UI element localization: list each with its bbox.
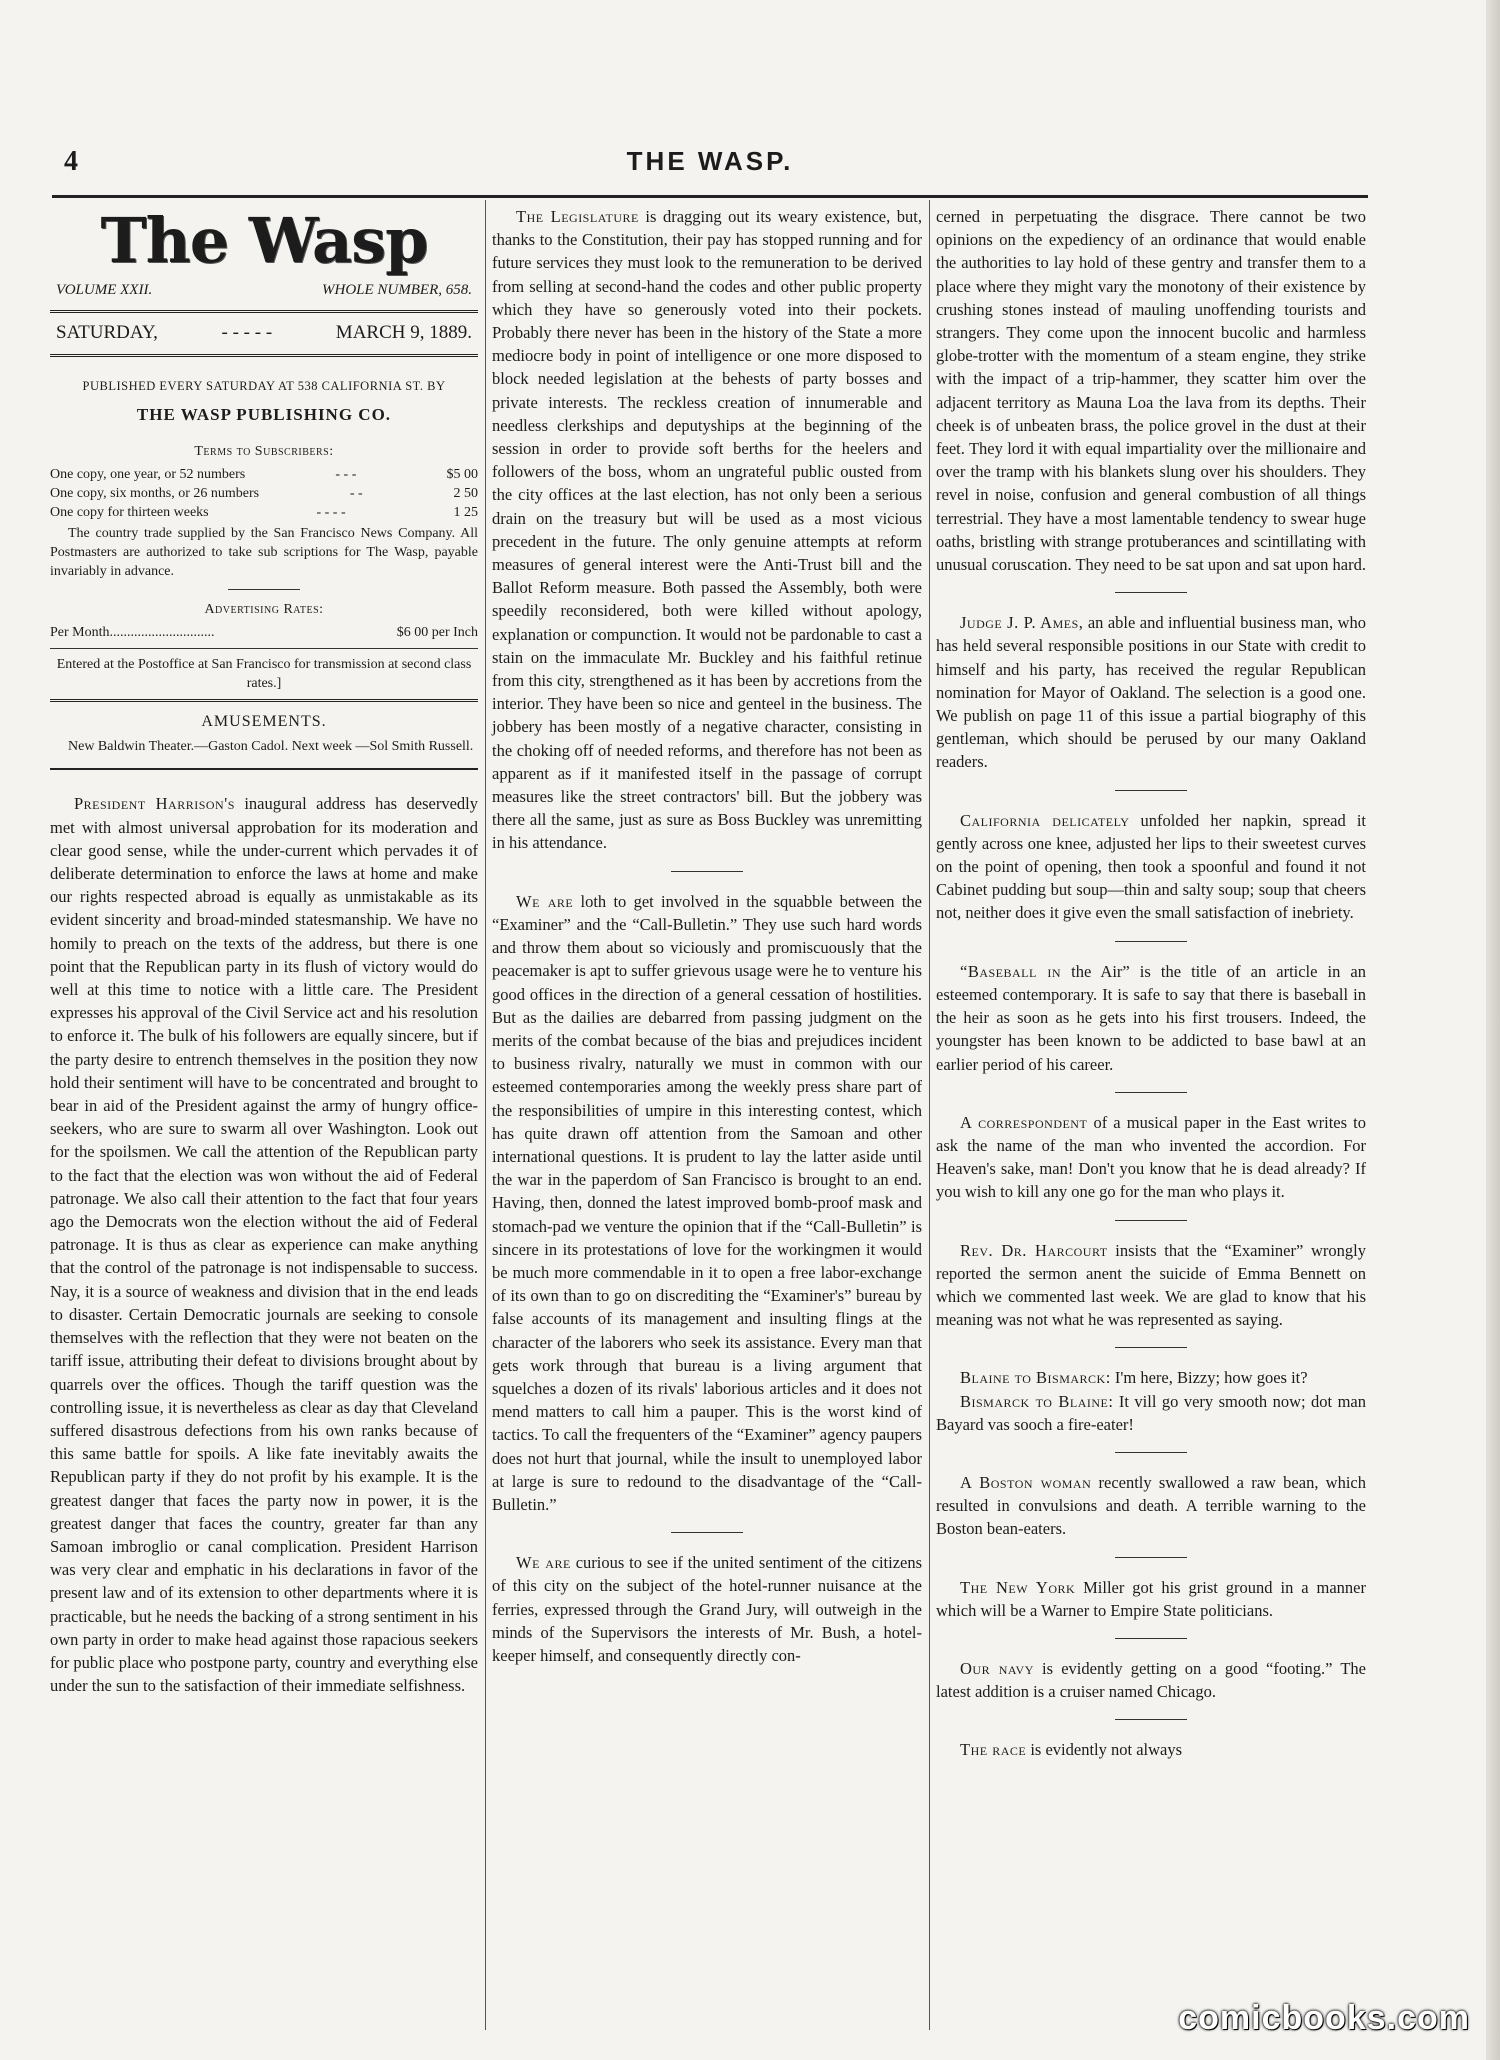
advertising-row [50, 623, 478, 642]
separator [1115, 790, 1187, 791]
article-harrison [50, 792, 478, 1697]
rate-price: $5 00 [446, 467, 478, 483]
separator [1115, 1347, 1187, 1348]
masthead-rule [50, 310, 478, 313]
volume-line [56, 279, 472, 302]
amusements-rule [50, 699, 478, 702]
body-text: Miller got his grist ground in a manner which will be a Warner to Empire State politicians. [936, 1577, 1367, 1620]
separator [671, 871, 743, 872]
lead-text: Rev. Dr. Harcourt [960, 1240, 1108, 1260]
publication-note: PUBLISHED EVERY SATURDAY AT 538 CALIFORNIA ST. BY [82, 379, 446, 394]
body-text: insists that the “Examiner” wrongly reported the sermon anent the suicide of Emma Bennett on which we commented last week. We are glad to know that his meaning was not what he was represented as saying. [936, 1240, 1367, 1330]
page-edge [1486, 0, 1500, 2060]
rate-row [50, 503, 478, 522]
running-title: THE WASP. [626, 146, 794, 176]
lead-text: Judge J. P. Ames, [960, 613, 1084, 633]
lead-text: A Boston woman [960, 1472, 1092, 1492]
date-dashes: - - - - - [221, 322, 273, 344]
publisher-name: THE WASP PUBLISHING CO. [136, 404, 392, 424]
date-day: SATURDAY, [56, 322, 158, 344]
body-text: recently swallowed a raw bean, which resulted in convulsions and death. A terrible warning to the Boston bean-eaters. [936, 1472, 1367, 1539]
lead-text: Our navy [960, 1658, 1034, 1678]
rate-dots: - - - [335, 467, 357, 483]
header-rule [52, 195, 1368, 198]
lead-text: California delicately [960, 810, 1130, 830]
column-1 [50, 205, 478, 1697]
masthead-logo: The Wasp [100, 204, 428, 277]
lead-text: The Legislature [516, 207, 639, 226]
amusements-title: AMUSEMENTS. [201, 713, 327, 731]
separator [1115, 1092, 1187, 1093]
body-text: is evidently getting on a good “footing.” The latest addition is a cruiser named Chicago. [936, 1658, 1367, 1702]
article-blaine [936, 1366, 1366, 1389]
separator [1115, 941, 1187, 942]
advertising-price: $6 00 per Inch [396, 625, 478, 641]
page-number: 4 [64, 146, 78, 177]
body-text: inaugural address has deservedly met with almost universal approbation for its moderation and clear good sense, while the under-current which pervades it of deliberate determination to enforce the laws at home and make our rights respected abroad is equally as unmistakable as its evident sincerity and broad-minded statesmanship. We have no homily to preach on the texts of the address, but there is one point that the Republican party in its flush of victory would do well at this time to notice with a little care. The President expresses his approval of the Civil Service act and his resolution to enforce it. The bulk of his followers are equally sincere, but if the party desire to entrench themselves in the position they now hold their sentiment will have to be concentrated and brought to bear in aid of the President against the army of hungry office-seekers, who are sure to swarm all over Washington. Look out for the spoilsmen. We call the attention of the Republican party to the fact that the election was won without the aid of Federal patronage. We also call their attention to the fact that four years ago the Democrats won the election without the aid of Federal patronage. It is thus as clear as experience can make anything that the control of the patronage is not indispensable to success. Nay, it is a source of weakness and division that in the end leads to disaster. Certain Democratic journals are seeking to console themselves with the reflection that they were not beaten on the tariff issue, attributing their defeat to divisions brought about by quarrels over the offices. Though the tariff question was the controlling issue, it is nevertheless as clear as day that Cleveland suffered disastrous defections from his own ranks because of this same battle for spoils. A like fate inevitably awaits the Republican party if they do not profit by his example. It is the greatest danger that faces the party now in power, it is the greatest danger that faces the country, greater far than any Samoan imbroglio or canal complication. President Harrison was very clear and emphatic in his declarations in favor of the present law and of its extension to other departments where it is practicable, but he needs the backing of a strong sentiment in his own party in order to make head against those rapacious seekers for public place who postpone party, country and everything else under the sun to the satisfaction of their immediate selfishness. [50, 794, 478, 1696]
rate-row [50, 465, 478, 484]
date-line [56, 321, 472, 344]
article-hotel-runners [492, 1551, 922, 1667]
article-continuation: cerned in perpetuating the disgrace. There cannot be two opinions on the expediency of an ordinance that would enable the authorities to lay hold of these gentry and transfer them to a place where they might vary the monotony of their existence by crushing stones instead of mauling unoffending tourists and strangers. They come upon the innocent bucolic and harmless globe-trotter with the momentum of a steam engine, they strike with the impact of a trip-hammer, they scatter him over the adjacent territory as Mauna Loa the lava from its depths. Their cheek is of unbeaten brass, the police grovel in the dust at their feet. They lord it with equal impartiality over the millionaire and over the tramp with his blankets slung over his shoulders. They revel in noise, confusion and general combustion of all things terrestrial. They have a most lamentable tendency to swear huge oaths, bristling with strange protuberances and scintillating with unusual coruscation. They need to be sat upon and sat upon hard. [936, 207, 1366, 575]
body-text: the Air” is the title of an article in an esteemed contemporary. It is safe to say that there is baseball in the heir as soon as he gets into his first trousers. Indeed, the youngster has been known to be addicted to base bawl at an earlier period of his career. [936, 961, 1366, 1074]
rate-price: 1 25 [453, 505, 478, 521]
date-rule [50, 354, 478, 357]
watermark-logo: comicbooks.com [1178, 1999, 1470, 2037]
rate-row [50, 484, 478, 503]
body-text: an able and influential business man, who has held several responsible positions in our State with credit to himself and his party, has received the regular Republican nomination for Mayor of Oakland. The selection is a good one. We publish on page 11 of this issue a partial biography of this gentleman, which should be perused by our many Oakland readers. [936, 613, 1367, 772]
article-legislature [492, 205, 922, 855]
body-text: curious to see if the united sentiment of the citizens of this city on the subject of the hotel-runner nuisance at the ferries, expressed through the Grand Jury, will outweigh in the minds of the Supervisors the interests of Mr. Bush, a hotel-keeper himself, and consequently directly con- [492, 1553, 923, 1665]
article-accordion [936, 1111, 1366, 1204]
lead-text: Blaine to Bismarck: [960, 1368, 1111, 1388]
rate-dots: - - [349, 486, 363, 502]
lead-text: We are [516, 1553, 571, 1573]
whole-number: WHOLE NUMBER, 658. [322, 282, 472, 298]
advertising-label: Per Month.............................. [50, 625, 215, 641]
trade-note: The country trade supplied by the San Francisco News Company. All Postmasters are authorized to take sub scriptions for The Wasp, payable invariably in advance. [50, 526, 478, 580]
volume: VOLUME XXII. [56, 282, 153, 298]
column-3 [936, 205, 1366, 1762]
entered-note: Entered at the Postoffice at San Francisco for transmission at second class rates.] [56, 657, 472, 692]
running-head [52, 142, 1368, 182]
rate-price: 2 50 [453, 486, 478, 502]
body-text: is evidently not always [1030, 1740, 1183, 1760]
rule [50, 648, 478, 649]
body-text: I'm here, Bizzy; how goes it? [1114, 1368, 1308, 1388]
separator [1115, 1452, 1187, 1453]
column-rule-2 [929, 200, 930, 2030]
lead-text: We are [516, 891, 574, 911]
body-text: It vill go very smooth now; dot man Bayard vas sooch a fire-eater! [936, 1391, 1366, 1434]
article-california [936, 809, 1366, 925]
article-new-york [936, 1576, 1366, 1622]
separator [1115, 592, 1187, 593]
date-value: MARCH 9, 1889. [335, 322, 472, 344]
lead-text: A correspondent [960, 1112, 1088, 1132]
article-race [936, 1738, 1366, 1761]
body-text: is dragging out its weary existence, but, thanks to the Constitution, their pay has stopped running and for future services they must look to the remuneration to be derived from selling at second-hand the codes and other public property which they have so generously voted into their pockets. Probably there never has been in the history of the State a more mediocre body in point of intelligence or one more disposed to block needed legislation at the behests of party bosses and private interests. The reckless creation of innumerable and needless clerkships and deputyships at the beginning of the session in order to provide soft berths for the heelers and followers of the boss, whom an ungrateful public ousted from the city offices at the last election, has not only been a serious drain on the treasury but will be used as a most vicious precedent in the future. The only genuine attempts at reform measures of general interest were the Anti-Trust bill and the Ballot Reform measure. Both passed the Assembly, both were speedily reconsidered, both were killed without apology, explanation or compunction. It would not be pardonable to cast a stain on the immaculate Mr. Buckley and his faithful retinue from this city, strengthened as it has been by accretions from the interior. They have been so nice and genteel in the business. The jobbery has been mostly of a negative character, consisting in the choking off of needed reforms, and therefore has not been as apparent as if it manifested itself in the passage of corrupt measures like the street contractors' bill. But the jobbery was there all the same, just as sure as Boss Buckley was unremitting in his attendance. [492, 207, 922, 853]
separator [1115, 1638, 1187, 1639]
rate-label: One copy for thirteen weeks [50, 505, 209, 521]
separator [1115, 1220, 1187, 1221]
terms-heading: Terms to Subscribers: [194, 443, 334, 459]
lead-text: President Harrison's [74, 794, 235, 814]
advertising-heading: Advertising Rates: [204, 602, 324, 618]
lead-text: Bismarck to Blaine: [960, 1391, 1114, 1411]
rate-label: One copy, six months, or 26 numbers [50, 486, 260, 502]
separator [228, 589, 300, 590]
article-navy [936, 1657, 1366, 1703]
article-examiner [492, 890, 922, 1516]
lead-text: The New York [960, 1577, 1076, 1597]
rate-dots: - - - - [316, 505, 346, 521]
separator [1115, 1719, 1187, 1720]
column-rule-1 [485, 200, 486, 2030]
lead-text: “Baseball in [960, 961, 1062, 981]
article-baseball [936, 960, 1366, 1076]
rule [50, 768, 478, 770]
separator [1115, 1557, 1187, 1558]
body-text: of a musical paper in the East writes to ask the name of the man who invented the accordion. For Heaven's sake, man! Don't you know that he is dead already? If you wish to kill any one go for the man who plays it. [936, 1112, 1367, 1202]
article-bismarck [936, 1390, 1366, 1436]
separator [671, 1532, 743, 1533]
article-ames [936, 611, 1366, 773]
body-text: loth to get involved in the squabble between the “Examiner” and the “Call-Bulletin.” They use such hard words and throw them about so viciously and promiscuously that the peacemaker is apt to suffer grievous usage were he to venture his good offices in the direction of a general cessation of hostilities. But as the dailies are debarred from passing judgment on the merits of the combat because of the bias and prejudices incident to business rivalry, naturally we must in common with our esteemed contemporaries among the weekly press share part of the responsibilities of umpire in this interesting contest, which has quite drawn off attention from the Samoan and other international questions. It is prudent to lay the latter aside until the war in the paperdom of San Francisco is brought to an end. Having, then, donned the latest improved bomb-proof mask and stomach-pad we venture the opinion that if the “Call-Bulletin” is sincere in its protestations of love for the workingmen it would be much more commendable in it to open a free labor-exchange of its own than to go on discrediting the “Examiner's” bureau by false accounts of its management and insulting flings at the character of the laborers who seek its assistance. Every man that gets work through that bureau is a living argument that squelches a dozen of its rivals' laborious articles and it does not mend matters to call him a pauper. This is the worst kind of tactics. To call the frequenters of the “Examiner” agency paupers does not hurt that journal, while the insult to unemployed labor at large is sure to redound to the disadvantage of the “Call-Bulletin.” [492, 891, 922, 1514]
article-boston [936, 1471, 1366, 1541]
article-harcourt [936, 1239, 1366, 1332]
column-2 [492, 205, 922, 1667]
lead-text: The race [960, 1740, 1027, 1760]
amusements-text: New Baldwin Theater.—Gaston Cadol. Next week —Sol Smith Russell. [68, 739, 474, 755]
body-text: unfolded her napkin, spread it gently across one knee, adjusted her lips to their sweetest curves on the point of opening, then took a spoonful and found it not Cabinet pudding but soup—thin and salty soup; soup that cheers not, neither does it give even the small satisfaction of inebriety. [936, 810, 1367, 923]
rate-label: One copy, one year, or 52 numbers [50, 467, 246, 483]
